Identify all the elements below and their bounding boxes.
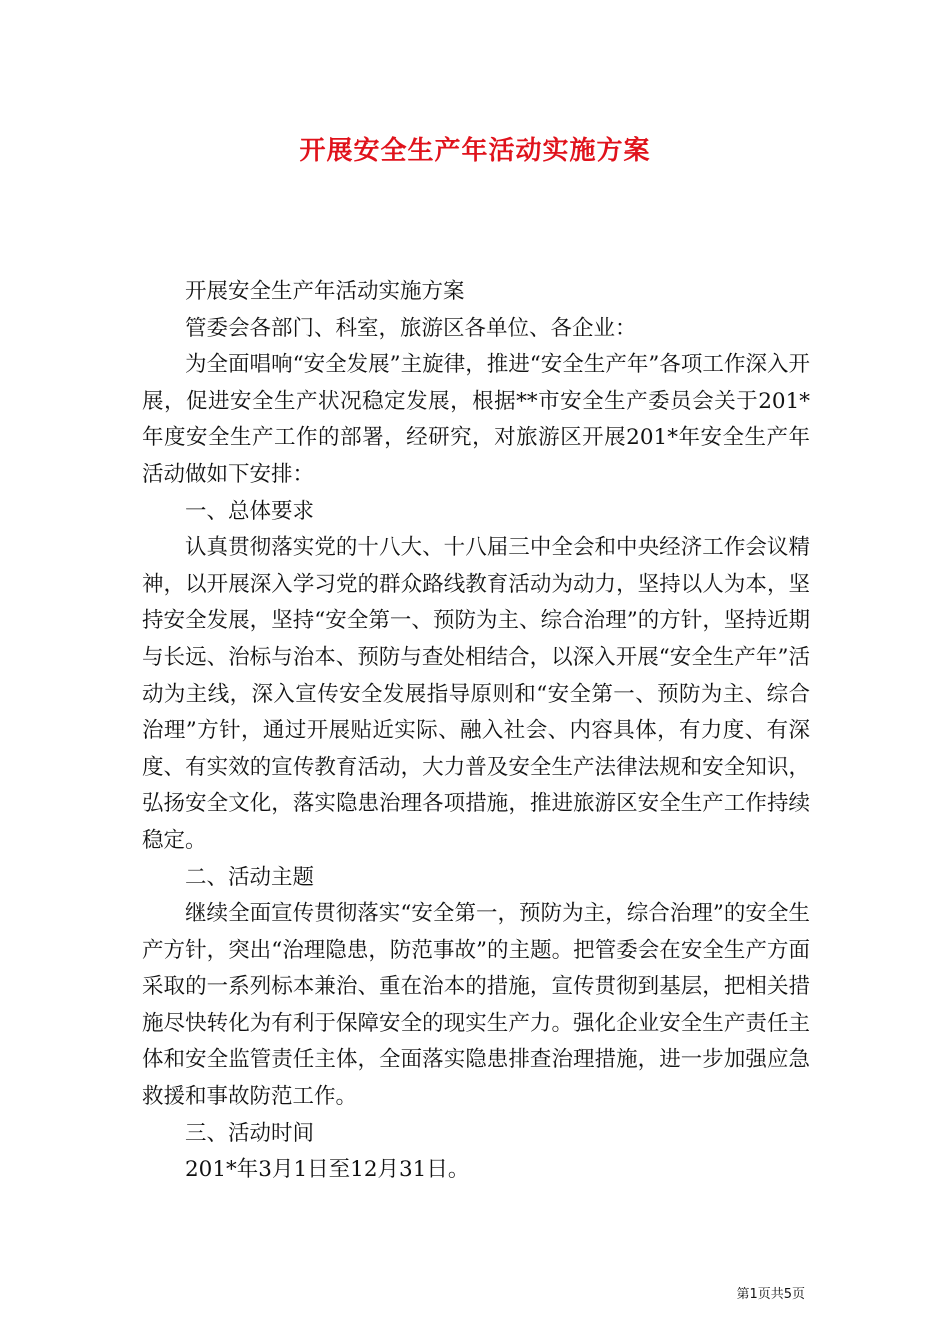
section-2-paragraph: 继续全面宣传贯彻落实“安全第一，预防为主，综合治理”的安全生产方针，突出“治理隐患，防范事故”的主题。把管委会在安全生产方面采取的一系列标本兼治、重在治本的措施，宣传贯彻到基层，把相关措施尽快转化为有利于保障安全的现实生产力。强化企业安全生产责任主体和安全监管责任主体，全面落实隐患排查治理措施，进一步加强应急救援和事故防范工作。 [142,901,810,1110]
document-body [142,274,810,1189]
section-1-paragraph: 认真贯彻落实党的十八大、十八届三中全会和中央经济工作会议精神，以开展深入学习党的群众路线教育活动为动力，坚持以人为本，坚持安全发展，坚持“安全第一、预防为主、综合治理”的方针，坚持近期与长远、治标与治本、预防与查处相结合，以深入开展“安全生产年”活动为主线，深入宣传安全发展指导原则和“安全第一、预防为主、综合治理”方针，通过开展贴近实际、融入社会、内容具体，有力度、有深度、有实效的宣传教育活动，大力普及安全生产法律法规和安全知识，弘扬安全文化，落实隐患治理各项措施，推进旅游区安全生产工作持续稳定。 [142,535,810,853]
section-3-paragraph: 201*年3月1日至12月31日。 [185,1157,470,1183]
section-heading-2: 二、活动主题 [185,864,315,890]
doc-subtitle: 开展安全生产年活动实施方案 [185,279,465,304]
intro-paragraph: 为全面唱响“安全发展”主旋律，推进“安全生产年”各项工作深入开展，促进安全生产状况稳定发展，根据**市安全生产委员会关于201*年度安全生产工作的部署，经研究，对旅游区开展201*年安全生产年活动做如下安排： [142,352,810,487]
salutation: 管委会各部门、科室，旅游区各单位、各企业： [185,315,637,341]
section-heading-1: 一、总体要求 [185,498,315,524]
section-heading-3: 三、活动时间 [185,1120,315,1146]
page-number: 第1页共5页 [736,1287,805,1302]
page-title: 开展安全生产年活动实施方案 [299,136,651,166]
